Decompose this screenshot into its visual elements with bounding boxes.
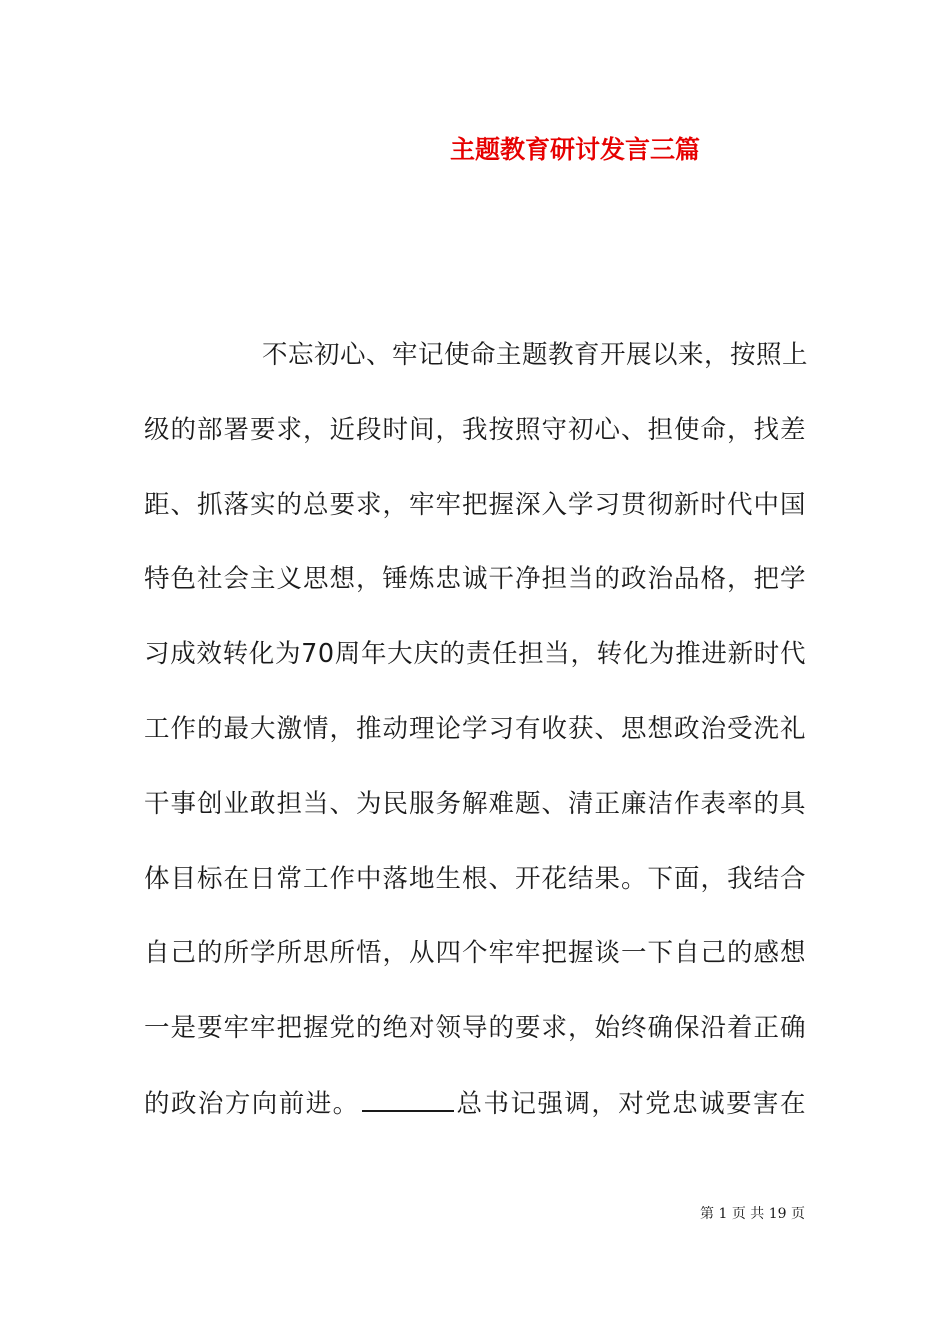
paragraph-line: 距、抓落实的总要求，牢牢把握深入学习贯彻新时代中国 (144, 489, 806, 520)
blank-underline (362, 1080, 454, 1112)
paragraph-line: 习成效转化为70周年大庆的责任担当，转化为推进新时代 (144, 639, 806, 670)
body-text (144, 332, 809, 1155)
paragraph-line: 特色社会主义思想，锤炼忠诚干净担当的政治品格，把学 (144, 564, 806, 595)
line-text-after-blank: 总书记强调，对党忠诚要害在 (455, 1088, 806, 1119)
paragraph-line: 不忘初心、牢记使命主题教育开展以来，按照上 (262, 340, 809, 370)
line-text-before-blank: 的政治方向前进。 (144, 1088, 360, 1119)
paragraph-line-last (144, 1080, 806, 1155)
paragraph-line: 工作的最大激情，推动理论学习有收获、思想政治受洗礼 (144, 713, 806, 744)
page-number: 第 1 页 共 19 页 (700, 1206, 805, 1222)
paragraph-line: 一是要牢牢把握党的绝对领导的要求，始终确保沿着正确 (144, 1013, 806, 1044)
document-title: 主题教育研讨发言三篇 (449, 135, 700, 164)
paragraph-line: 自己的所学所思所悟，从四个牢牢把握谈一下自己的感想 (144, 938, 806, 969)
paragraph-line: 干事创业敢担当、为民服务解难题、清正廉洁作表率的具 (144, 788, 806, 819)
paragraph-line: 级的部署要求，近段时间，我按照守初心、担使命，找差 (144, 414, 806, 445)
paragraph-line: 体目标在日常工作中落地生根、开花结果。下面，我结合 (144, 863, 806, 894)
